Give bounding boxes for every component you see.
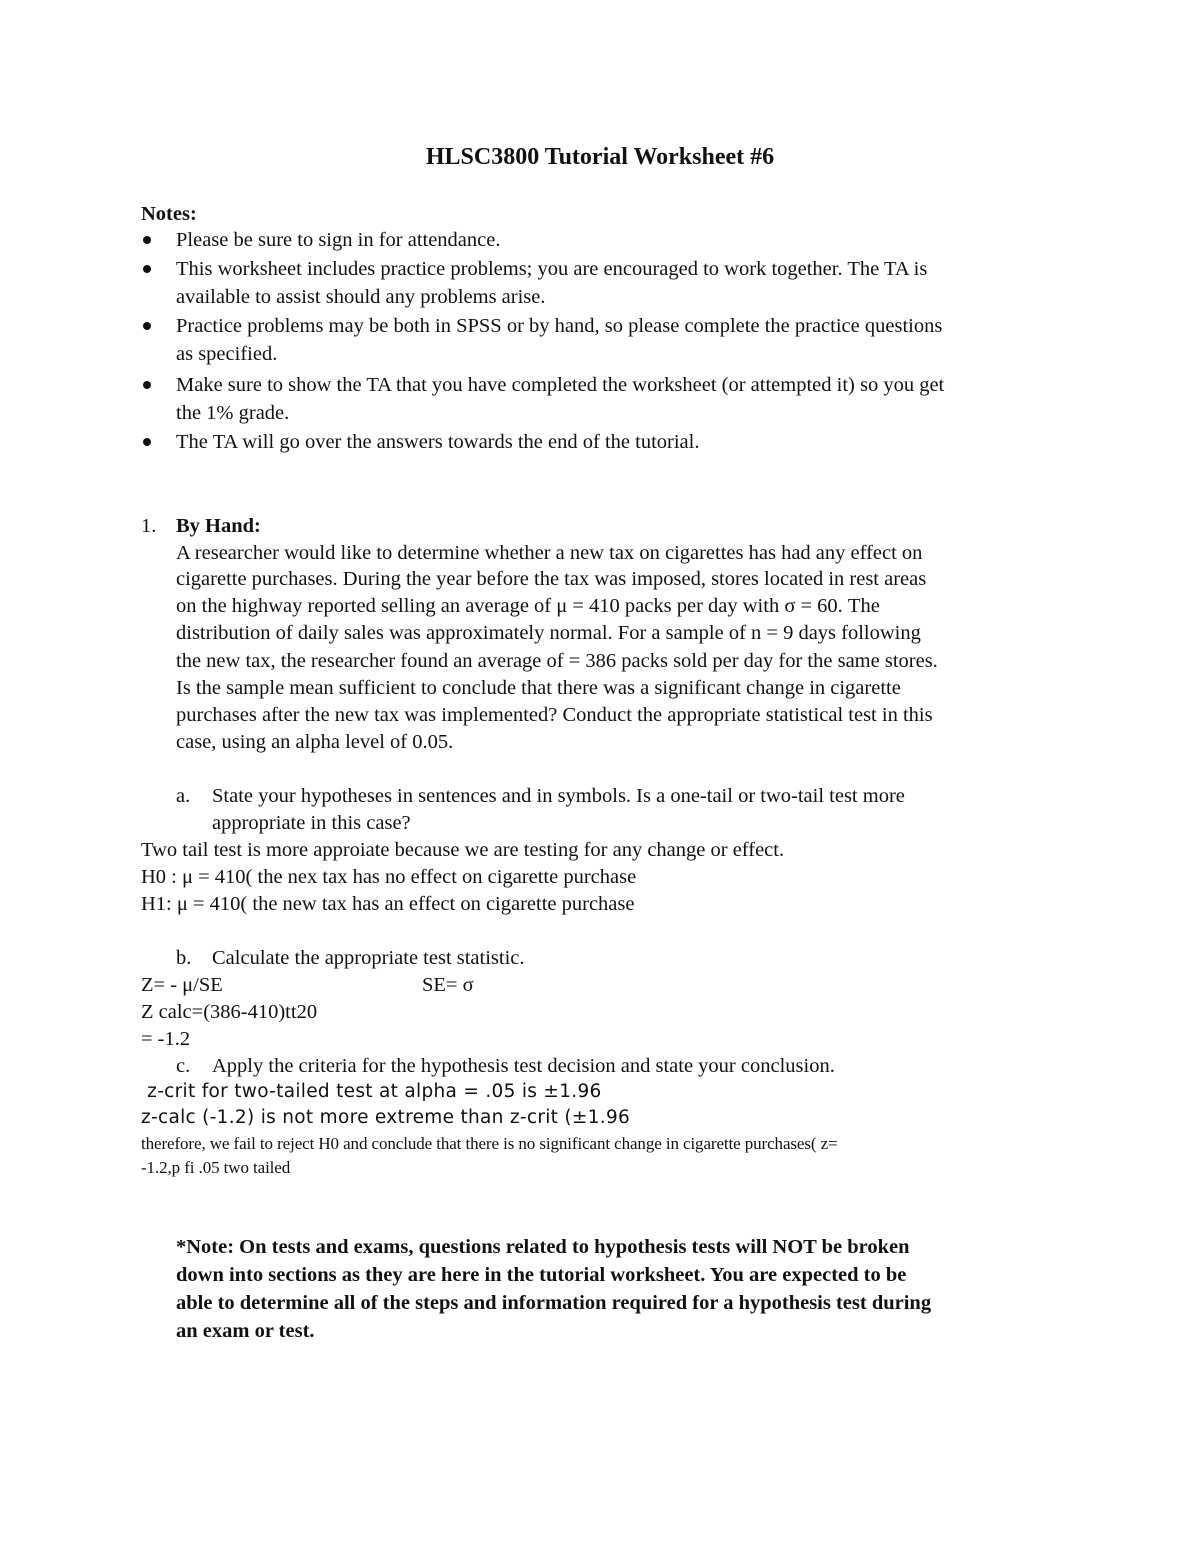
conclusion-line: therefore, we fail to reject H0 and conclude that there is no significant change in cigarette purchases( z= [141,1134,838,1153]
question-line: purchases after the new tax was implemented? Conduct the appropriate statistical test in this [176,704,933,726]
part-a-answer: H0 : μ = 410( the nex tax has no effect on cigarette purchase [141,866,637,888]
part-c-letter: c. [176,1055,191,1077]
question-line: case, using an alpha level of 0.05. [176,731,454,753]
note-item-continuation: available to assist should any problems arise. [176,286,546,308]
bullet-icon [143,381,151,389]
bullet-icon [143,236,151,244]
z-formula: Z= - μ/SE [141,974,223,996]
z-result: = -1.2 [141,1028,191,1050]
part-a-prompt-continuation: appropriate in this case? [212,812,411,834]
question-line: Is the sample mean sufficient to conclude that there was a significant change in cigarette [176,677,901,699]
part-b-letter: b. [176,947,192,969]
z-crit-line: z-crit for two-tailed test at alpha = .05 is ±1.96 [141,1081,602,1102]
question-heading: By Hand: [176,515,261,537]
footnote-line: *Note: On tests and exams, questions related to hypothesis tests will NOT be broken [176,1236,910,1258]
note-item: Practice problems may be both in SPSS or by hand, so please complete the practice questions [176,315,943,337]
bullet-icon [143,322,151,330]
conclusion-line: -1.2,p fi .05 two tailed [141,1158,291,1177]
z-compare-line: z-calc (-1.2) is not more extreme than z-crit (±1.96 [141,1107,631,1128]
part-b-prompt: Calculate the appropriate test statistic. [212,947,525,969]
note-item: The TA will go over the answers towards the end of the tutorial. [176,431,700,453]
note-item: This worksheet includes practice problems; you are encouraged to work together. The TA is [176,258,928,280]
question-line: A researcher would like to determine whether a new tax on cigarettes has had any effect on [176,542,923,564]
question-line: distribution of daily sales was approximately normal. For a sample of n = 9 days following [176,622,921,644]
part-a-prompt: State your hypotheses in sentences and in symbols. Is a one-tail or two-tail test more [212,785,905,807]
bullet-icon [143,438,151,446]
part-c-prompt: Apply the criteria for the hypothesis test decision and state your conclusion. [212,1055,835,1077]
note-item: Make sure to show the TA that you have completed the worksheet (or attempted it) so you get [176,374,945,396]
page-title: HLSC3800 Tutorial Worksheet #6 [425,144,775,170]
note-item-continuation: as specified. [176,343,278,365]
part-a-letter: a. [176,785,191,807]
notes-heading: Notes: [141,203,197,225]
bullet-icon [143,265,151,273]
part-a-answer: Two tail test is more approiate because we are testing for any change or effect. [141,839,785,861]
part-a-answer: H1: μ = 410( the new tax has an effect on cigarette purchase [141,893,635,915]
question-line: the new tax, the researcher found an average of = 386 packs sold per day for the same stores. [176,650,938,672]
se-formula: SE= σ [422,974,474,996]
footnote-line: an exam or test. [176,1320,315,1342]
footnote-line: able to determine all of the steps and information required for a hypothesis test during [176,1292,932,1314]
question-line: cigarette purchases. During the year before the tax was imposed, stores located in rest areas [176,568,927,590]
question-number: 1. [141,515,157,537]
note-item-continuation: the 1% grade. [176,402,290,424]
footnote-line: down into sections as they are here in the tutorial worksheet. You are expected to be [176,1264,907,1286]
note-item: Please be sure to sign in for attendance. [176,229,501,251]
z-calc: Z calc=(386-410)tt20 [141,1001,318,1023]
question-line: on the highway reported selling an average of μ = 410 packs per day with σ = 60. The [176,595,880,617]
